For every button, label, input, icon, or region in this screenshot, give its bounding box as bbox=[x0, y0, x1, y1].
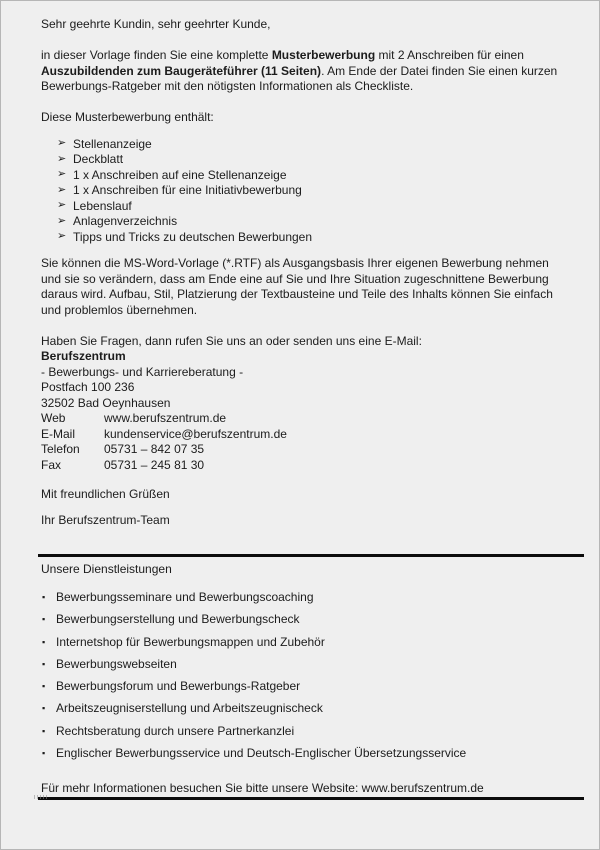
company-address-line1: Postfach 100 236 bbox=[41, 380, 135, 394]
square-bullet-icon: ▪ bbox=[42, 592, 46, 602]
square-bullet-icon: ▪ bbox=[42, 658, 46, 669]
contact-value: 05731 – 842 07 35 bbox=[104, 442, 205, 456]
contains-item-label: Deckblatt bbox=[73, 152, 124, 166]
service-list-item bbox=[41, 746, 563, 762]
service-item-label: Bewerbungswebseiten bbox=[56, 656, 177, 671]
closing-line: Mit freundlichen Grüßen bbox=[41, 487, 170, 501]
square-bullet-icon: ▪ bbox=[42, 725, 46, 736]
service-item-label: Rechtsberatung durch unsere Partnerkanzlei bbox=[56, 723, 295, 738]
contact-row bbox=[41, 458, 563, 474]
contact-value: 05731 – 245 81 30 bbox=[104, 457, 205, 472]
divider-rule-top bbox=[38, 554, 584, 557]
square-bullet-icon: ▪ bbox=[42, 681, 46, 692]
arrow-bullet-icon: ➢ bbox=[57, 230, 67, 242]
contact-label: E-Mail bbox=[41, 426, 76, 441]
service-item-label: Bewerbungserstellung und Bewerbungscheck bbox=[56, 612, 300, 627]
contains-list-item bbox=[41, 183, 563, 199]
contains-list bbox=[41, 137, 563, 246]
intro-text: in dieser Vorlage finden Sie eine komplette bbox=[41, 48, 272, 62]
contains-item-label: Stellenanzeige bbox=[73, 136, 152, 151]
intro-text: mit 2 Anschreiben für einen bbox=[375, 48, 524, 62]
service-item-label: Englischer Bewerbungsservice und Deutsch-Englischer Übersetzungsservice bbox=[56, 746, 467, 761]
contact-label: Fax bbox=[41, 457, 62, 472]
salutation: Sehr geehrte Kundin, sehr geehrter Kunde, bbox=[41, 17, 271, 31]
contact-row bbox=[41, 427, 563, 443]
services-list bbox=[41, 590, 563, 762]
contains-list-item bbox=[41, 152, 563, 168]
intro-text: . Am Ende der Datei finden Sie einen kurzen Bewerbungs-Ratgeber mit den nötigsten Informationen als Checkliste. bbox=[41, 63, 558, 93]
usage-paragraph: Sie können die MS-Word-Vorlage (*.RTF) als Ausgangsbasis Ihrer eigenen Bewerbung nehmen und sie so verändern, dass am Ende eine auf Sie und Ihre Situation zugeschnittene Bewerbung daraus wird. Aufbau, Stil, Platzierung der Textbausteine und Teile des Inhalts können Sie einfach und problemlos übernehmen. bbox=[41, 256, 553, 317]
contains-list-item bbox=[41, 168, 563, 184]
service-list-item bbox=[41, 701, 563, 717]
contact-value: kundenservice@berufszentrum.de bbox=[104, 426, 287, 441]
signature-line: Ihr Berufszentrum-Team bbox=[41, 512, 170, 527]
contains-list-item bbox=[41, 230, 563, 246]
arrow-bullet-icon: ➢ bbox=[57, 183, 67, 196]
service-item-label: Bewerbungsforum und Bewerbungs-Ratgeber bbox=[56, 679, 301, 694]
arrow-bullet-icon: ➢ bbox=[57, 199, 67, 211]
arrow-bullet-icon: ➢ bbox=[57, 214, 67, 227]
service-list-item bbox=[41, 657, 563, 673]
intro-bold-auszubildenden: Auszubildenden zum Baugeräteführer (11 Seiten) bbox=[41, 63, 322, 78]
divider-rule-bottom bbox=[38, 797, 584, 800]
services-heading: Unsere Dienstleistungen bbox=[41, 561, 172, 576]
arrow-bullet-icon: ➢ bbox=[57, 168, 67, 180]
contains-item-label: 1 x Anschreiben auf eine Stellenanzeige bbox=[73, 167, 287, 182]
contact-table bbox=[41, 411, 563, 473]
letter-body bbox=[41, 17, 563, 800]
service-list-item bbox=[41, 590, 563, 606]
contains-list-item bbox=[41, 137, 563, 153]
contains-list-item bbox=[41, 214, 563, 230]
square-bullet-icon: ▪ bbox=[42, 614, 46, 625]
contact-label: Telefon bbox=[41, 442, 80, 456]
service-item-label: Internetshop für Bewerbungsmappen und Zubehör bbox=[56, 634, 325, 649]
arrow-bullet-icon: ➢ bbox=[57, 152, 67, 165]
contains-item-label: Tipps und Tricks zu deutschen Bewerbungen bbox=[73, 229, 313, 244]
contains-item-label: 1 x Anschreiben für eine Initiativbewerbung bbox=[73, 183, 302, 197]
company-address-line2: 32502 Bad Oeynhausen bbox=[41, 395, 171, 410]
company-name: Berufszentrum bbox=[41, 349, 126, 363]
contains-list-item bbox=[41, 199, 563, 215]
square-bullet-icon: ▪ bbox=[42, 748, 46, 759]
service-item-label: Arbeitszeugniserstellung und Arbeitszeugnischeck bbox=[56, 701, 323, 716]
square-bullet-icon: ▪ bbox=[42, 636, 46, 647]
service-list-item bbox=[41, 635, 563, 651]
service-list-item bbox=[41, 724, 563, 740]
contains-item-label: Lebenslauf bbox=[73, 198, 132, 213]
arrow-bullet-icon: ➢ bbox=[57, 137, 67, 149]
questions-line: Haben Sie Fragen, dann rufen Sie uns an oder senden uns eine E-Mail: bbox=[41, 333, 422, 348]
service-list-item bbox=[41, 612, 563, 628]
service-item-label: Bewerbungsseminare und Bewerbungscoaching bbox=[56, 590, 314, 604]
square-bullet-icon: ▪ bbox=[42, 703, 46, 714]
tiny-print-artifact bbox=[34, 795, 49, 799]
contact-row bbox=[41, 411, 563, 427]
intro-bold-musterbewerbung: Musterbewerbung bbox=[271, 48, 376, 62]
service-list-item bbox=[41, 679, 563, 695]
contact-row bbox=[41, 442, 563, 458]
intro-paragraph bbox=[41, 48, 563, 95]
contains-item-label: Anlagenverzeichnis bbox=[73, 214, 178, 228]
footer-info-line: Für mehr Informationen besuchen Sie bitte unsere Website: www.berufszentrum.de bbox=[41, 780, 484, 795]
contains-heading: Diese Musterbewerbung enthält: bbox=[41, 110, 214, 124]
contact-label: Web bbox=[41, 411, 66, 425]
company-address-block bbox=[41, 349, 563, 411]
contact-value: www.berufszentrum.de bbox=[104, 411, 227, 425]
company-tagline: - Bewerbungs- und Karriereberatung - bbox=[41, 364, 244, 379]
